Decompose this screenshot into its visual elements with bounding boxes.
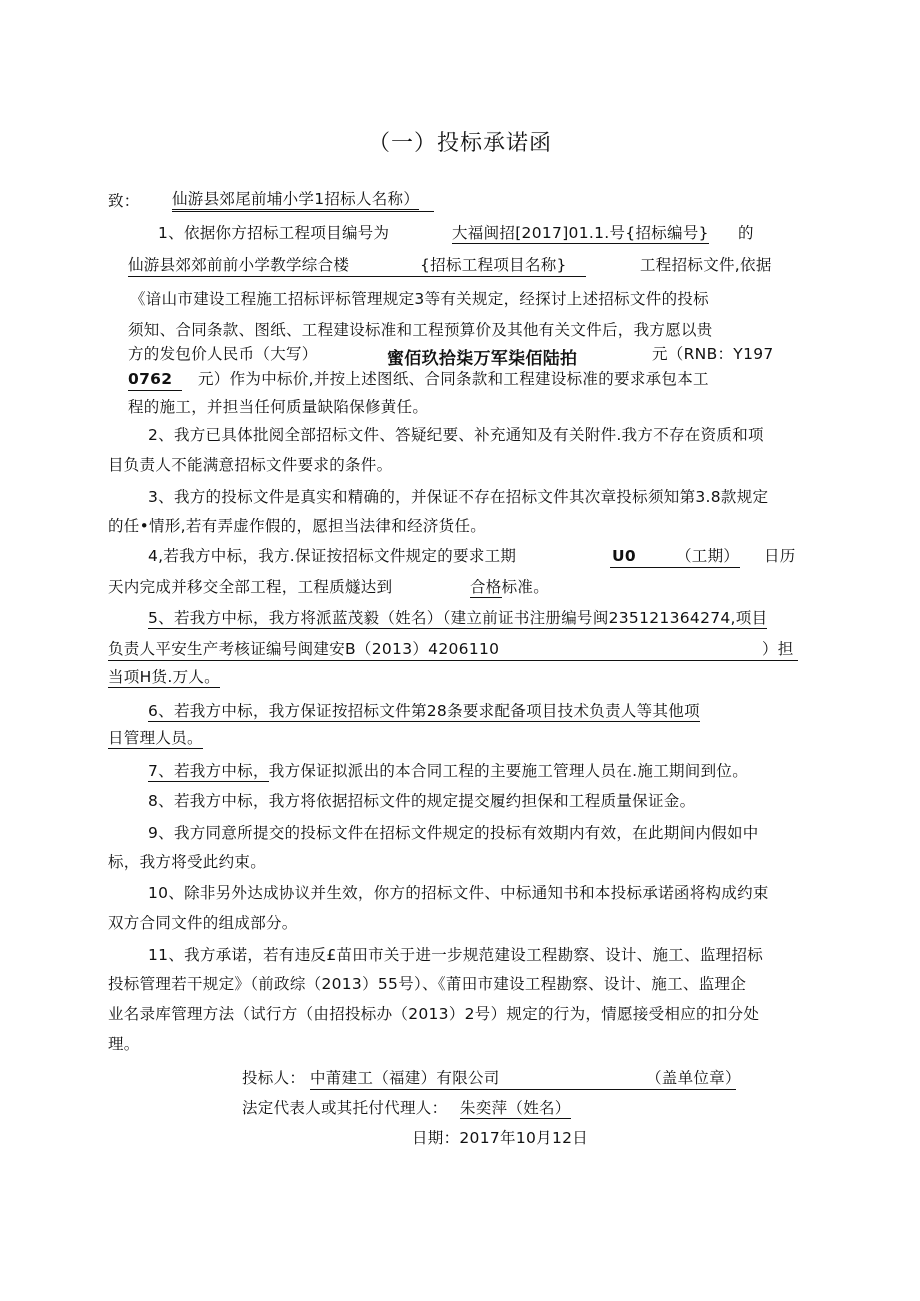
p1-line5-suffix: 元（RNB：Y197 [652, 345, 774, 363]
p9-line1: 9、我方同意所提交的投标文件在招标文件规定的投标有效期内有效，在此期间内假如中 [148, 824, 759, 842]
duration-value: U0 [612, 547, 636, 565]
p3-line2: 的任•情形,若有弄虚作假的，愿担当法律和经济货任。 [108, 517, 487, 535]
p4-line2-prefix: 天内完成并移交全部工程，工程质燧达到 [108, 578, 393, 596]
p7-rest: 我方保证拟派出的本合同工程的主要施工管理人员在.施工期间到位。 [268, 762, 748, 780]
p6-line2: 日管理人员。 [108, 729, 203, 747]
duration-underline [610, 567, 740, 568]
p5-line1-field [148, 607, 767, 629]
representative-label: 法定代表人或其托付代理人： [242, 1099, 448, 1117]
p7-line [148, 760, 748, 782]
project-name-label: {招标工程项目名称} [420, 256, 567, 274]
p9-line2: 标，我方将受此约束。 [108, 853, 267, 871]
p5-line2-underline [108, 660, 798, 661]
bidder-label: 投标人： [242, 1069, 306, 1087]
p6-line1: 6、若我方中标，我方保证按招标文件第28条要求配备项目技术负责人等其他项 [148, 702, 700, 720]
page-title: （一）投标承诺函 [367, 131, 552, 156]
tender-number: 大福闽招[2017]01.1.号{招标编号} [452, 224, 709, 242]
p5-line1: 5、若我方中标，我方将派蓝茂毅（姓名）（建立前证书注册编号闽235121364274,项目 [148, 609, 768, 627]
p1-line2-suffix: 工程招标文件,依据 [640, 256, 772, 274]
amount-tail: 0762 [128, 370, 173, 388]
p5-line3-field [108, 666, 220, 688]
p11-line2: 投标管理若干规定》（前政综（2013）55号）、《莆田市建设工程勘察、设计、施工、监理企 [108, 975, 747, 993]
p8-line1: 8、若我方中标，我方将依据招标文件的规定提交履约担保和工程质量保证金。 [148, 792, 696, 810]
recipient-underline [172, 211, 434, 212]
sign-date: 日期：2017年10月12日 [412, 1129, 589, 1147]
p11-line3: 业名录库管理方法（试行方（由招投标办（2013）2号）规定的行为，情愿接受相应的扣分处 [108, 1005, 760, 1023]
p6-line2-field [108, 727, 203, 749]
p1-line1-prefix: 1、依据你方招标工程项目编号为 [158, 224, 390, 242]
bidder-name: 中莆建工（福建）有限公司 [310, 1069, 500, 1087]
project-underline [128, 276, 586, 277]
recipient-name: 仙游县郊尾前埔小学1招标人名称） [172, 190, 420, 208]
seal-label: （盖单位章） [646, 1069, 741, 1087]
quality-field [470, 576, 549, 598]
p1-line7: 程的施工，并担当任何质量缺陷保修黄任。 [128, 398, 429, 416]
project-name: 仙游县郊郊前前小学教学综合楼 [128, 256, 350, 274]
recipient-line [172, 188, 419, 210]
representative-name: 朱奕萍（姓名） [460, 1099, 571, 1117]
p1-line6: 元）作为中标价,并按上述图纸、合同条款和工程建设标准的要求承包本工 [198, 370, 709, 388]
p4-line2-suffix: 标准。 [501, 578, 550, 596]
p10-line1: 10、除非另外达成协议并生效，你方的招标文件、中标通知书和本投标承诺函将构成约束 [148, 884, 769, 902]
p1-line1-suffix: 的 [738, 224, 754, 242]
p10-line2: 双方合同文件的组成部分。 [108, 914, 298, 932]
p3-line1: 3、我方的投标文件是真实和精确的，并保证不存在招标文件其次章投标须知第3.8款规定 [148, 488, 769, 506]
p5-line3: 当项H货.万人。 [108, 668, 220, 686]
p4-line1-suffix: 日历 [764, 547, 796, 565]
p11-line4: 理。 [108, 1035, 140, 1053]
p1-line3: 《谙山市建设工程施工招标评标管理规定3等有关规定，经探讨上述招标文件的投标 [130, 290, 709, 308]
quality-value: 合格 [470, 578, 502, 596]
p5-line2-suffix: ）担 [762, 640, 794, 658]
p1-line5-prefix: 方的发包价人民币（大写） [128, 345, 318, 363]
salutation-label: 致： [108, 192, 140, 210]
p2-line2: 目负责人不能满意招标文件要求的条件。 [108, 456, 393, 474]
p5-line2-prefix: 负责人平安生产考核证编号闽建安B（2013）4206110 [108, 640, 500, 658]
p2-line1: 2、我方已具体批阅全部招标文件、答疑纪要、补充通知及有关附件.我方不存在资质和项 [148, 426, 764, 444]
amount-in-words: 蜜佰玖拾柒万军柒佰陆拍 [387, 349, 578, 369]
duration-label: （工期） [676, 547, 740, 565]
amount-underline [128, 390, 182, 391]
p1-line4: 须知、合同条款、图纸、工程建设标准和工程预算价及其他有关文件后，我方愿以贵 [128, 321, 713, 339]
p11-line1: 11、我方承诺，若有违反£苗田市关于进一步规范建设工程勘察、设计、施工、监理招标 [148, 946, 764, 964]
p4-line1-prefix: 4,若我方中标，我方.保证按招标文件规定的要求工期 [148, 547, 517, 565]
bidder-underline [310, 1089, 736, 1090]
p7-prefix: 7、若我方中标， [148, 762, 269, 780]
representative-field [460, 1097, 571, 1119]
p6-line1-field [148, 700, 700, 722]
tender-number-field [452, 222, 709, 244]
